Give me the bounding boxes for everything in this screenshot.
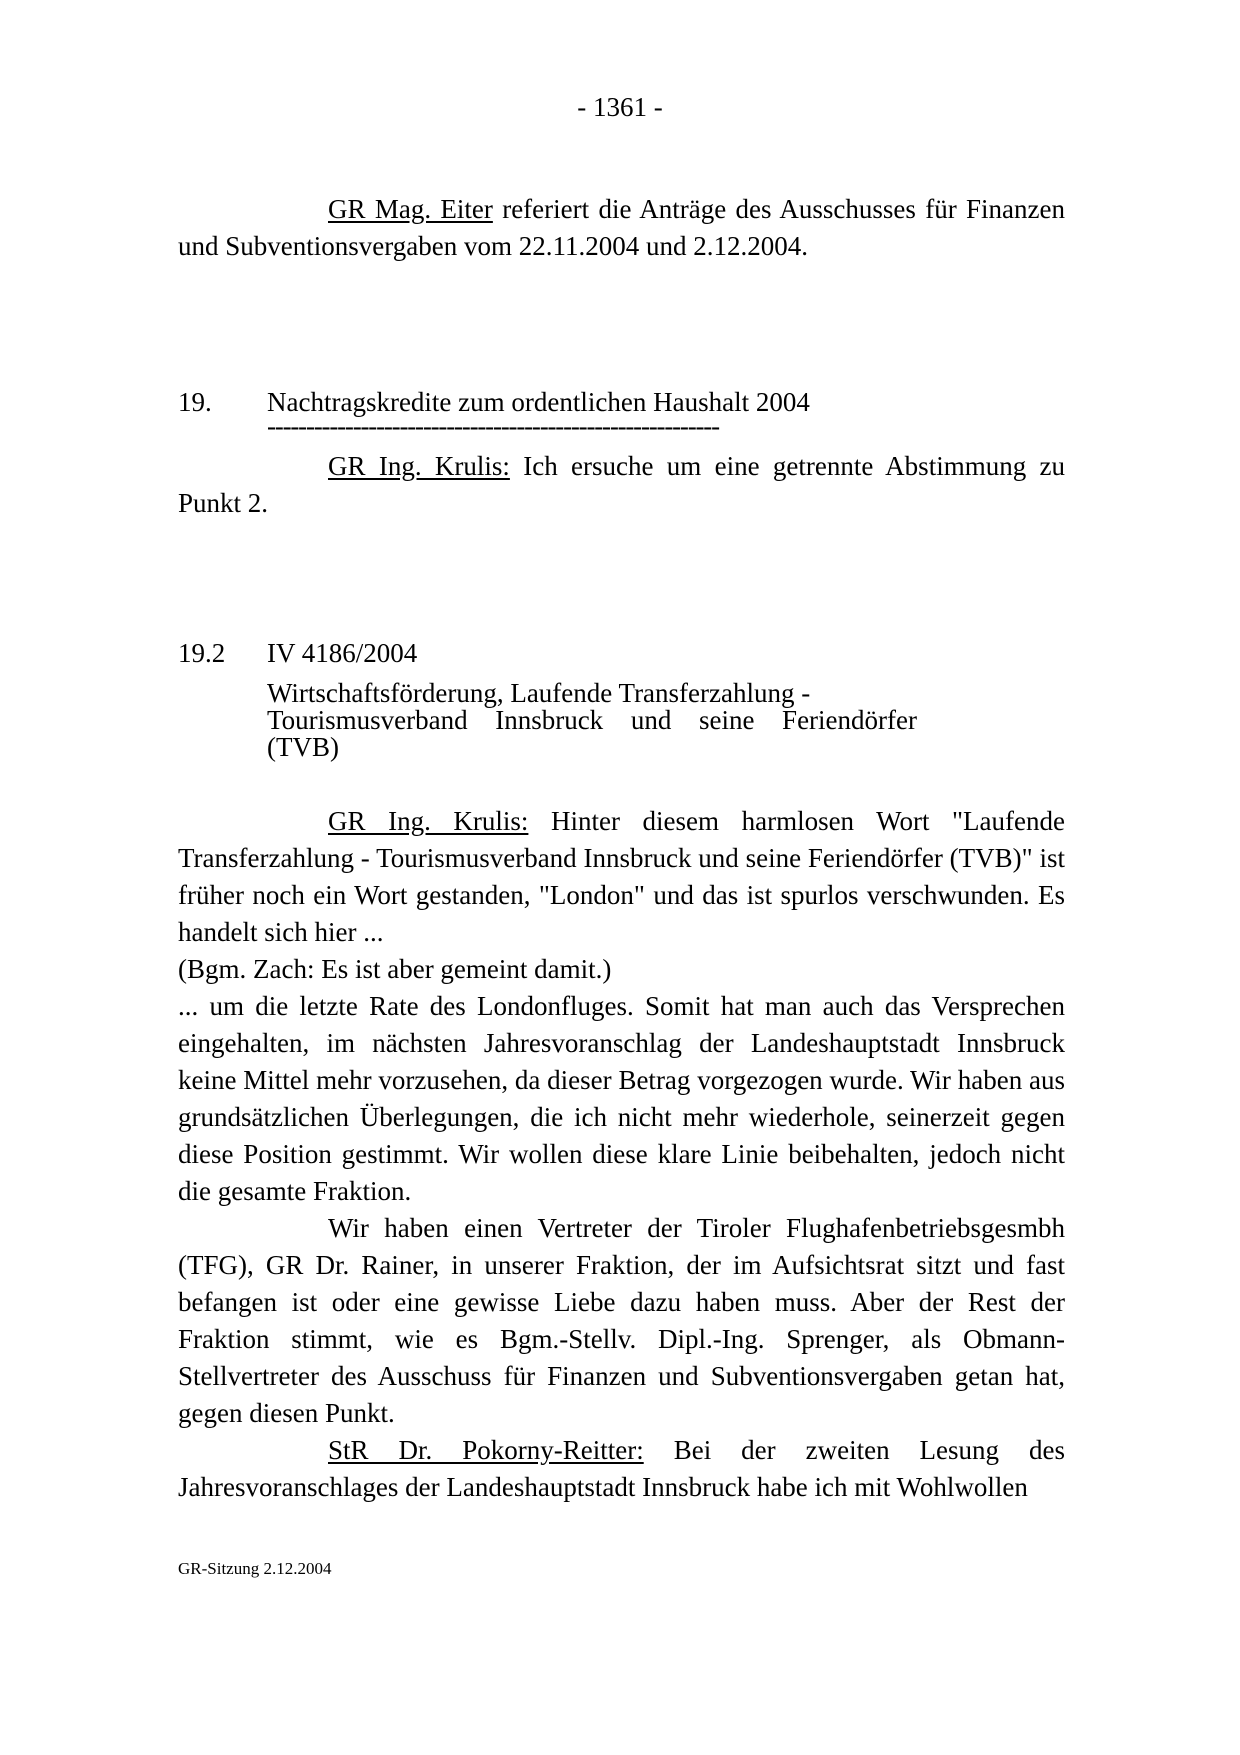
pokorny-paragraph xyxy=(178,1432,1065,1506)
speaker-krulis: GR Ing. Krulis: xyxy=(328,451,510,481)
page-number: - 1361 - xyxy=(577,92,663,122)
item-19-text: Ich ersuche um eine getrennte Abstimmung zu Punkt 2. xyxy=(178,451,1066,518)
representative-paragraph: Wir haben einen Vertreter der Tiroler Flughafenbetriebsgesmbh (TFG), GR Dr. Rainer, in unserer Fraktion, der im Aufsichtsrat sitzt und fast befangen ist oder eine gewisse Liebe dazu haben muss. Aber der Rest der Fraktion stimmt, wie es Bgm.-Stellv. Dipl.-Ing. Sprenger, als Obmann-Stellvertreter des Ausschuss für Finanzen und Subventionsvergaben getan hat, gegen diesen Punkt. xyxy=(178,1213,1065,1428)
item-19-number: 19. xyxy=(178,387,212,417)
item-19-2-subtitle xyxy=(267,680,917,761)
item-19-title: Nachtragskredite zum ordentlichen Haushalt 2004 xyxy=(267,387,810,417)
krulis-text: Hinter diesem harmlosen Wort "Laufende Transferzahlung - Tourismusverband Innsbruck und seine Feriendörfer (TVB)" ist früher noch ein Wort gestanden, "London" und das ist spurlos verschwunden. Es handelt sich hier ... xyxy=(178,806,1065,947)
krulis-paragraph xyxy=(178,803,1065,951)
item-19-separator: ---------------------------------------------------------- xyxy=(267,411,719,441)
pokorny-text: Bei der zweiten Lesung des Jahresvoranschlages der Landeshauptstadt Innsbruck habe ich mit Wohlwollen xyxy=(178,1435,1066,1502)
subtitle-line-1: Wirtschaftsförderung, Laufende Transferzahlung - xyxy=(267,678,811,708)
subtitle-line-3: (TVB) xyxy=(267,732,339,762)
footer: GR-Sitzung 2.12.2004 xyxy=(178,1559,332,1578)
continuation-paragraph: ... um die letzte Rate des Londonfluges. Somit hat man auch das Versprechen eingehalten, im nächsten Jahresvoranschlag der Landeshauptstadt Innsbruck keine Mittel mehr vorzusehen, da dieser Betrag vorgezogen wurde. Wir haben aus grundsätzlichen Überlegungen, die ich nicht mehr wiederhole, seinerzeit gegen diese Position gestimmt. Wir wollen diese klare Linie beibehalten, jedoch nicht die gesamte Fraktion. xyxy=(178,991,1065,1206)
intro-text: referiert die Anträge des Ausschusses für Finanzen und Subventionsvergaben vom 22.11.2004 und 2.12.2004. xyxy=(178,194,1065,261)
intro-paragraph xyxy=(178,191,1065,265)
subtitle-line-2: Tourismusverband Innsbruck und seine Feriendörfer xyxy=(267,705,917,735)
item-19-2-code: IV 4186/2004 xyxy=(267,638,418,668)
item-19-paragraph xyxy=(178,448,1065,522)
speaker-krulis-2: GR Ing. Krulis: xyxy=(328,806,529,836)
speaker-pokorny: StR Dr. Pokorny-Reitter: xyxy=(328,1435,644,1465)
speaker-eiter: GR Mag. Eiter xyxy=(328,194,493,224)
interjection: (Bgm. Zach: Es ist aber gemeint damit.) xyxy=(178,954,612,984)
item-19-2-number: 19.2 xyxy=(178,638,226,668)
